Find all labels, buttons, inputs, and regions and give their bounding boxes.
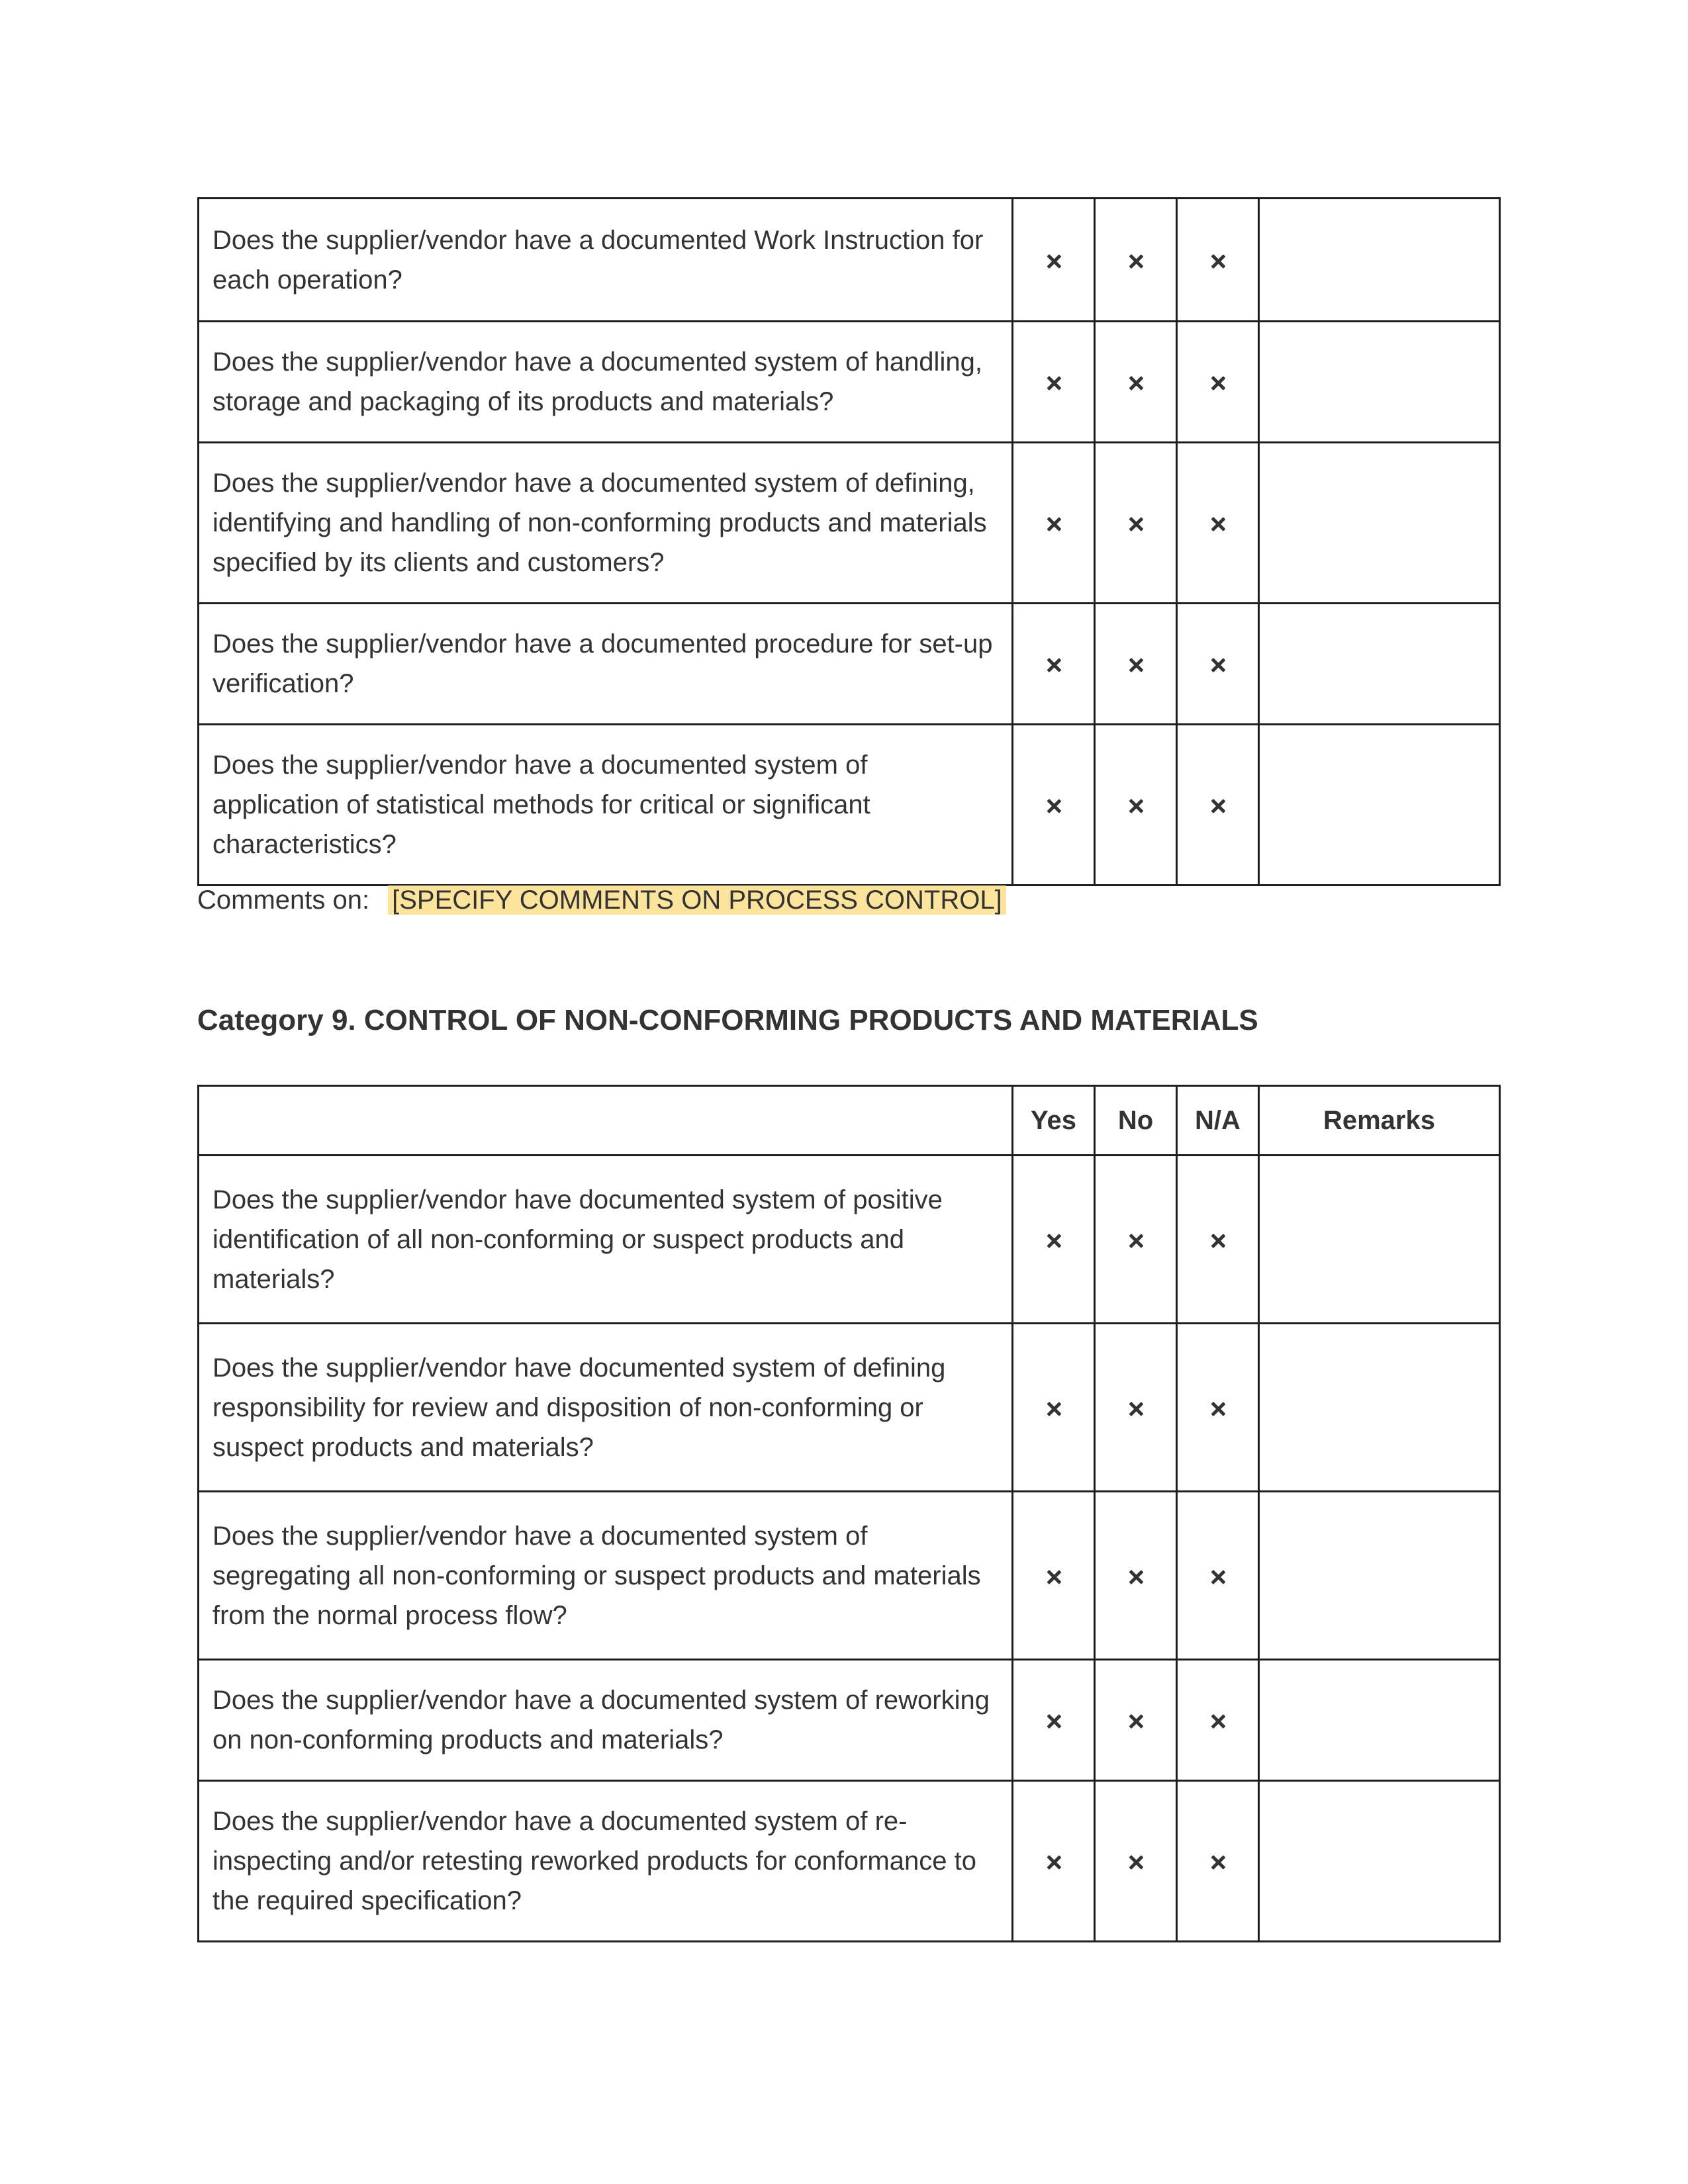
x-mark-icon	[1129, 1855, 1143, 1870]
process-control-table	[197, 197, 1501, 886]
x-mark-icon	[1047, 1234, 1061, 1248]
non-conforming-control-table	[197, 1085, 1501, 1942]
table-row	[199, 725, 1500, 886]
x-mark-icon	[1047, 658, 1061, 672]
remarks-cell[interactable]	[1259, 1660, 1500, 1781]
table-row	[199, 322, 1500, 443]
yes-checkbox[interactable]	[1013, 199, 1095, 322]
no-checkbox[interactable]	[1095, 322, 1177, 443]
x-mark-icon	[1047, 1714, 1061, 1729]
remarks-cell[interactable]	[1259, 1781, 1500, 1942]
table-row	[199, 443, 1500, 604]
question-text: Does the supplier/vendor have a documented system of application of statistical methods for critical or significant characteristics?	[199, 725, 1013, 886]
x-mark-icon	[1211, 1714, 1225, 1729]
x-mark-icon	[1047, 376, 1061, 390]
x-mark-icon	[1129, 517, 1143, 531]
remarks-cell[interactable]	[1259, 322, 1500, 443]
question-text: Does the supplier/vendor have documented system of positive identification of all non-conforming or suspect products and materials?	[199, 1156, 1013, 1324]
remarks-cell[interactable]	[1259, 604, 1500, 725]
x-mark-icon	[1211, 1570, 1225, 1584]
comments-label: Comments on:	[197, 886, 370, 915]
table-row	[199, 199, 1500, 322]
question-text: Does the supplier/vendor have a documented system of handling, storage and packaging of its products and materials?	[199, 322, 1013, 443]
x-mark-icon	[1211, 658, 1225, 672]
x-mark-icon	[1047, 254, 1061, 269]
x-mark-icon	[1047, 1402, 1061, 1416]
x-mark-icon	[1047, 517, 1061, 531]
x-mark-icon	[1047, 1855, 1061, 1870]
remarks-cell[interactable]	[1259, 1324, 1500, 1492]
no-checkbox[interactable]	[1095, 1781, 1177, 1942]
x-mark-icon	[1047, 799, 1061, 813]
remarks-cell[interactable]	[1259, 443, 1500, 604]
table-row	[199, 1660, 1500, 1781]
na-checkbox[interactable]	[1177, 1660, 1259, 1781]
no-checkbox[interactable]	[1095, 1660, 1177, 1781]
table-row	[199, 1492, 1500, 1660]
x-mark-icon	[1211, 1855, 1225, 1870]
table-row	[199, 1156, 1500, 1324]
category-heading: Category 9. CONTROL OF NON-CONFORMING PRODUCTS AND MATERIALS	[197, 1004, 1258, 1036]
comments-line	[197, 880, 1006, 920]
yes-checkbox[interactable]	[1013, 604, 1095, 725]
yes-checkbox[interactable]	[1013, 1781, 1095, 1942]
na-checkbox[interactable]	[1177, 443, 1259, 604]
remarks-column-header: Remarks	[1259, 1086, 1500, 1156]
yes-column-header: Yes	[1013, 1086, 1095, 1156]
table-row	[199, 1781, 1500, 1942]
table-header-row	[199, 1086, 1500, 1156]
x-mark-icon	[1129, 1570, 1143, 1584]
question-text: Does the supplier/vendor have a documented procedure for set-up verification?	[199, 604, 1013, 725]
no-checkbox[interactable]	[1095, 1324, 1177, 1492]
na-checkbox[interactable]	[1177, 199, 1259, 322]
x-mark-icon	[1129, 799, 1143, 813]
remarks-cell[interactable]	[1259, 725, 1500, 886]
yes-checkbox[interactable]	[1013, 1660, 1095, 1781]
yes-checkbox[interactable]	[1013, 725, 1095, 886]
comments-placeholder[interactable]: [SPECIFY COMMENTS ON PROCESS CONTROL]	[388, 886, 1006, 915]
x-mark-icon	[1047, 1570, 1061, 1584]
question-text: Does the supplier/vendor have documented system of defining responsibility for review and disposition of non-conforming or suspect products and materials?	[199, 1324, 1013, 1492]
x-mark-icon	[1211, 1234, 1225, 1248]
na-checkbox[interactable]	[1177, 1156, 1259, 1324]
x-mark-icon	[1129, 376, 1143, 390]
table-row	[199, 604, 1500, 725]
no-checkbox[interactable]	[1095, 1156, 1177, 1324]
yes-checkbox[interactable]	[1013, 1156, 1095, 1324]
x-mark-icon	[1129, 254, 1143, 269]
no-column-header: No	[1095, 1086, 1177, 1156]
na-checkbox[interactable]	[1177, 604, 1259, 725]
na-checkbox[interactable]	[1177, 1324, 1259, 1492]
question-text: Does the supplier/vendor have a documented system of re-inspecting and/or retesting reworked products for conformance to the required specification?	[199, 1781, 1013, 1942]
x-mark-icon	[1211, 376, 1225, 390]
question-text: Does the supplier/vendor have a documented system of reworking on non-conforming products and materials?	[199, 1660, 1013, 1781]
na-checkbox[interactable]	[1177, 322, 1259, 443]
question-text: Does the supplier/vendor have a documented Work Instruction for each operation?	[199, 199, 1013, 322]
na-column-header: N/A	[1177, 1086, 1259, 1156]
yes-checkbox[interactable]	[1013, 322, 1095, 443]
x-mark-icon	[1129, 1714, 1143, 1729]
na-checkbox[interactable]	[1177, 725, 1259, 886]
x-mark-icon	[1129, 1234, 1143, 1248]
no-checkbox[interactable]	[1095, 1492, 1177, 1660]
no-checkbox[interactable]	[1095, 725, 1177, 886]
yes-checkbox[interactable]	[1013, 1492, 1095, 1660]
question-text: Does the supplier/vendor have a documented system of segregating all non-conforming or suspect products and materials from the normal process flow?	[199, 1492, 1013, 1660]
x-mark-icon	[1211, 254, 1225, 269]
no-checkbox[interactable]	[1095, 604, 1177, 725]
remarks-cell[interactable]	[1259, 199, 1500, 322]
x-mark-icon	[1129, 1402, 1143, 1416]
no-checkbox[interactable]	[1095, 443, 1177, 604]
question-column-header	[199, 1086, 1013, 1156]
na-checkbox[interactable]	[1177, 1492, 1259, 1660]
yes-checkbox[interactable]	[1013, 1324, 1095, 1492]
no-checkbox[interactable]	[1095, 199, 1177, 322]
x-mark-icon	[1211, 799, 1225, 813]
remarks-cell[interactable]	[1259, 1156, 1500, 1324]
x-mark-icon	[1211, 1402, 1225, 1416]
table-row	[199, 1324, 1500, 1492]
na-checkbox[interactable]	[1177, 1781, 1259, 1942]
yes-checkbox[interactable]	[1013, 443, 1095, 604]
x-mark-icon	[1211, 517, 1225, 531]
remarks-cell[interactable]	[1259, 1492, 1500, 1660]
question-text: Does the supplier/vendor have a documented system of defining, identifying and handling of non-conforming products and materials specified by its clients and customers?	[199, 443, 1013, 604]
x-mark-icon	[1129, 658, 1143, 672]
